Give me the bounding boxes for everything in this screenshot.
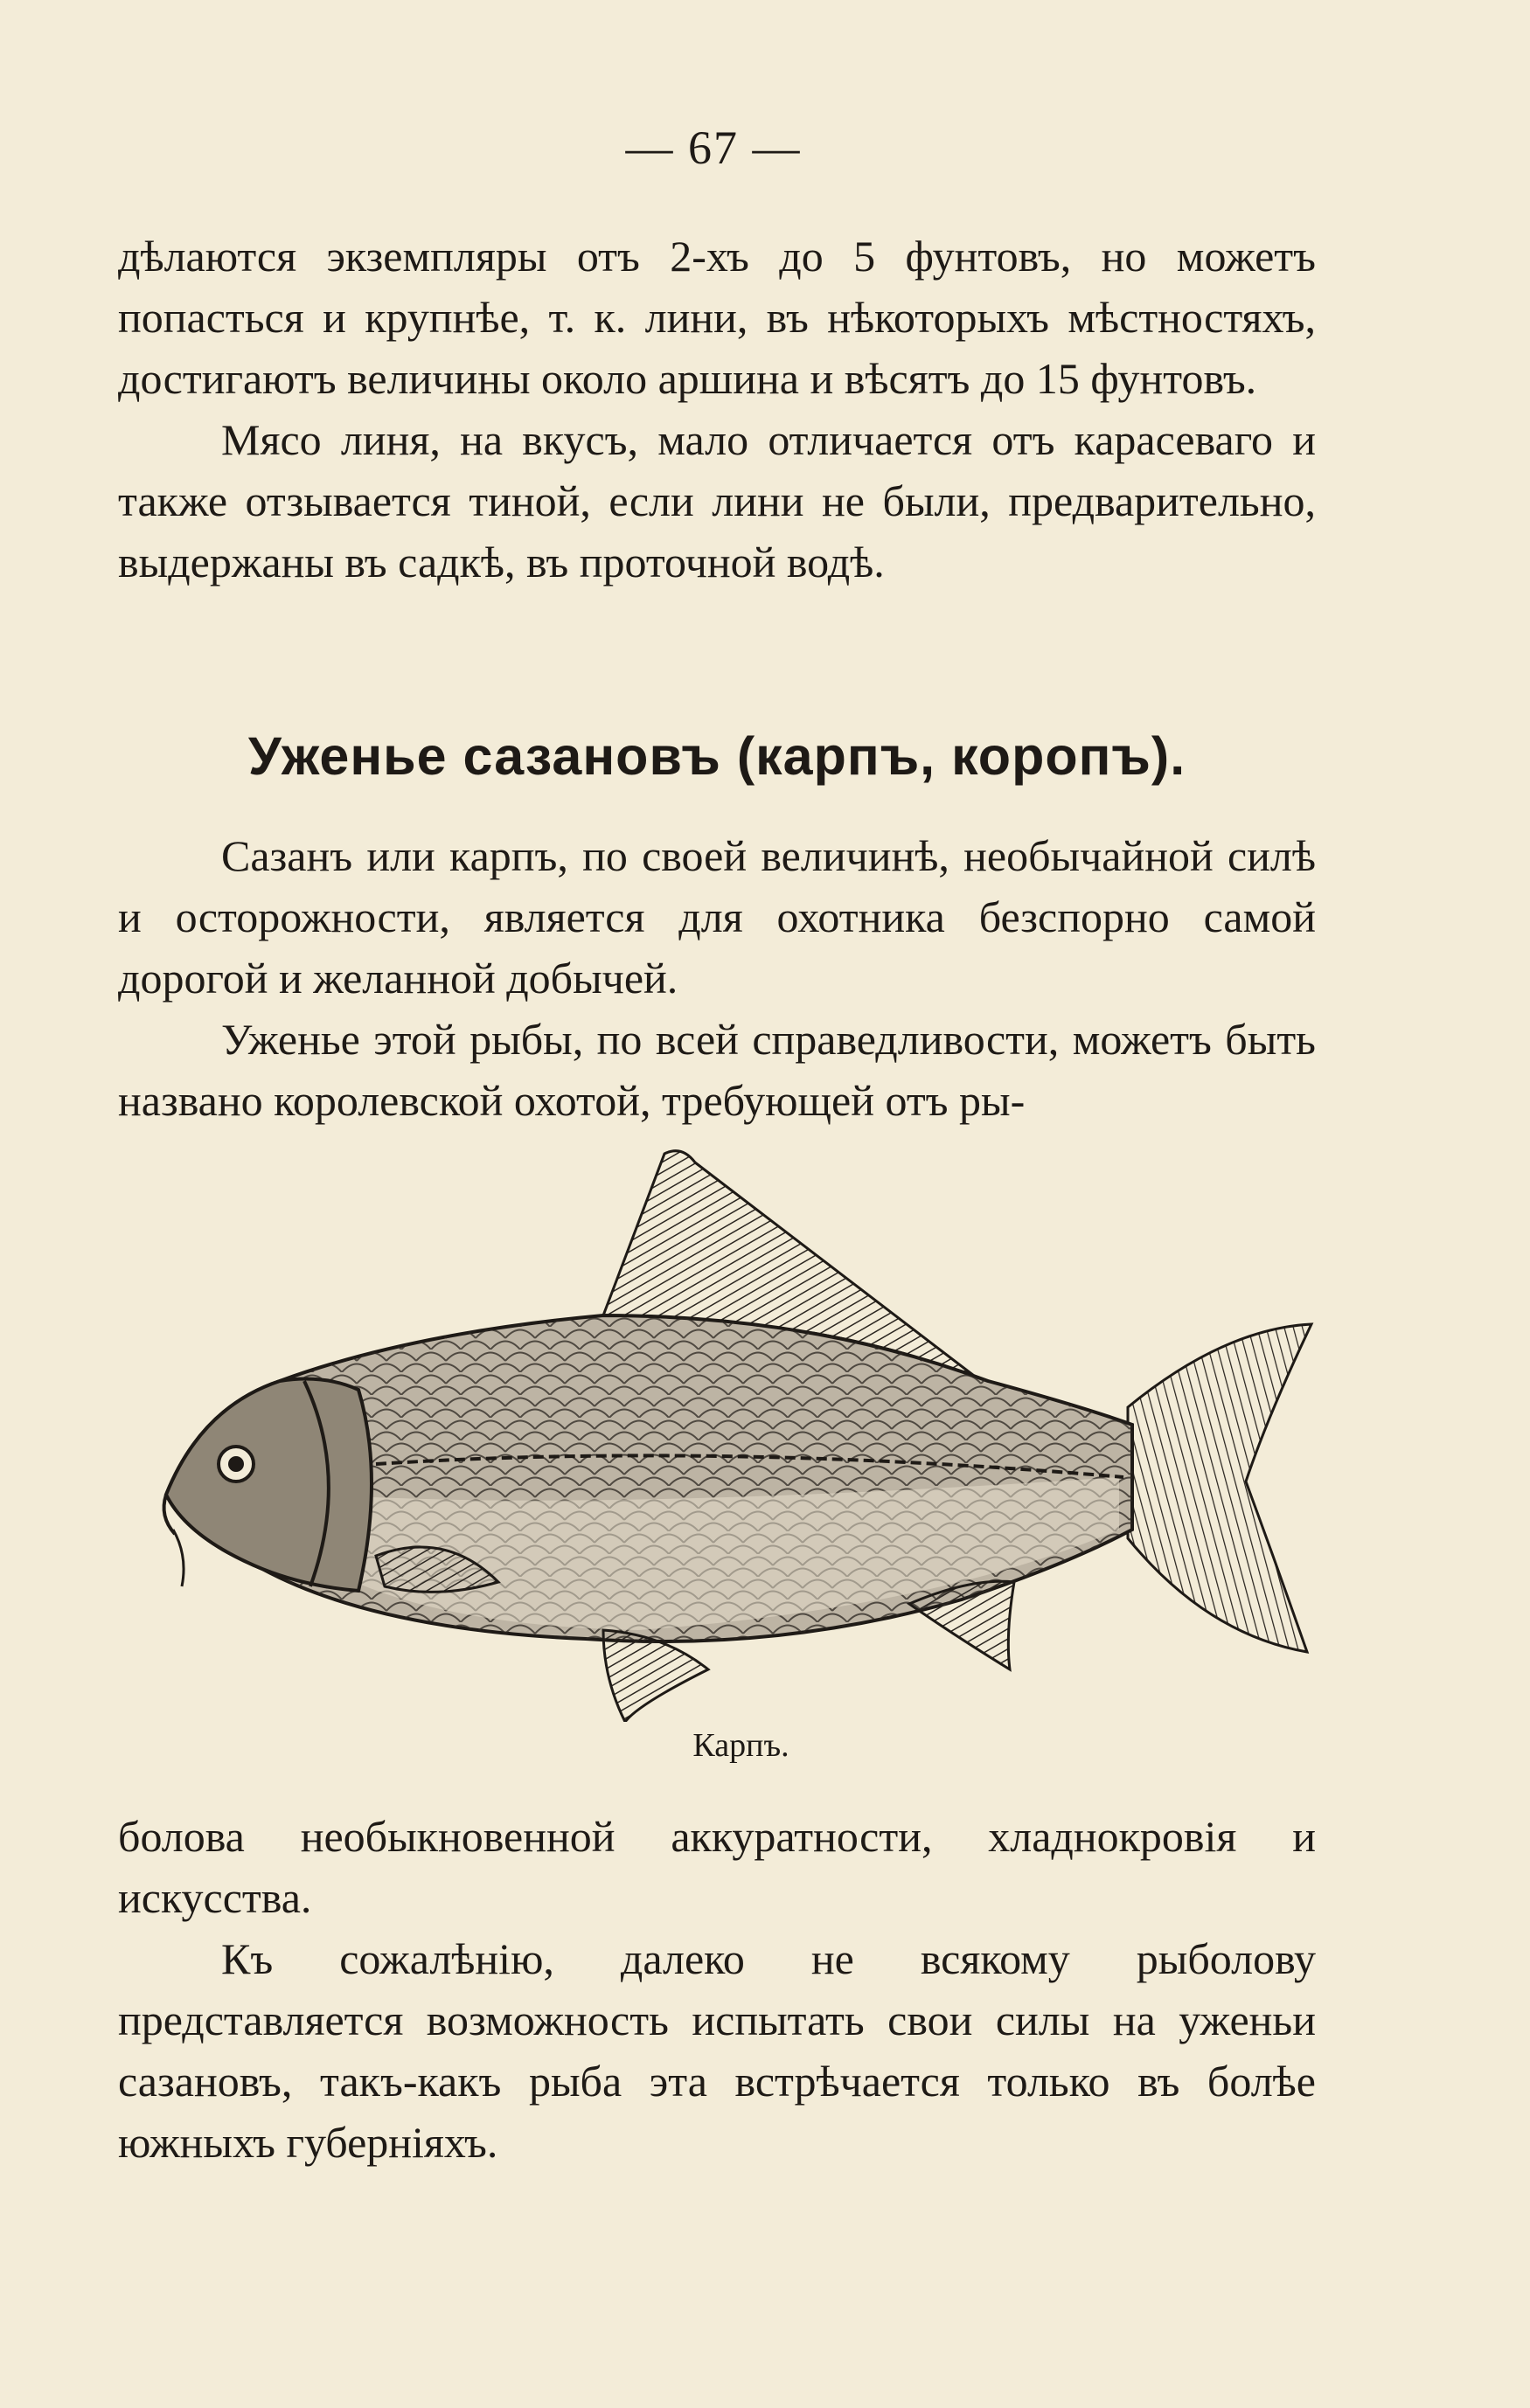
- text-block-middle: [118, 825, 1316, 1131]
- text-block-bottom: [118, 1806, 1316, 2173]
- section-heading: Уженье сазановъ (карпъ, коропъ).: [247, 726, 1186, 786]
- carp-illustration: [149, 1145, 1320, 1722]
- figure-caption: Карпъ.: [692, 1727, 789, 1764]
- text-block-top: [118, 226, 1316, 593]
- carp-icon: [149, 1145, 1320, 1722]
- paragraph: Уженье этой рыбы, по всей справедливости, можетъ быть названо королевской охотой, требующей отъ ры-: [118, 1015, 1316, 1125]
- paragraph: Къ сожалѣнію, далеко не всякому рыболову представляется возможность испытать свои силы на уженьи сазановъ, такъ-какъ рыба эта встрѣчается только въ болѣе южныхъ губерніяхъ.: [118, 1934, 1316, 2167]
- page-number: — 67 —: [625, 121, 802, 174]
- paragraph: Мясо линя, на вкусъ, мало отличается отъ карасеваго и также отзывается тиной, если лини не были, предварительно, выдержаны въ садкѣ, въ проточной водѣ.: [118, 415, 1316, 586]
- paragraph: Сазанъ или карпъ, по своей величинѣ, необычайной силѣ и осторожности, является для охотника безспорно самой дорогой и желанной добычей.: [118, 831, 1316, 1003]
- paragraph: болова необыкновенной аккуратности, хладнокровія и искусства.: [118, 1812, 1316, 1922]
- paragraph: дѣлаются экземпляры отъ 2-хъ до 5 фунтовъ, но можетъ попасться и крупнѣе, т. к. лини, въ нѣкоторыхъ мѣстностяхъ, достигаютъ величины около аршина и вѣсятъ до 15 фунтовъ.: [118, 232, 1316, 403]
